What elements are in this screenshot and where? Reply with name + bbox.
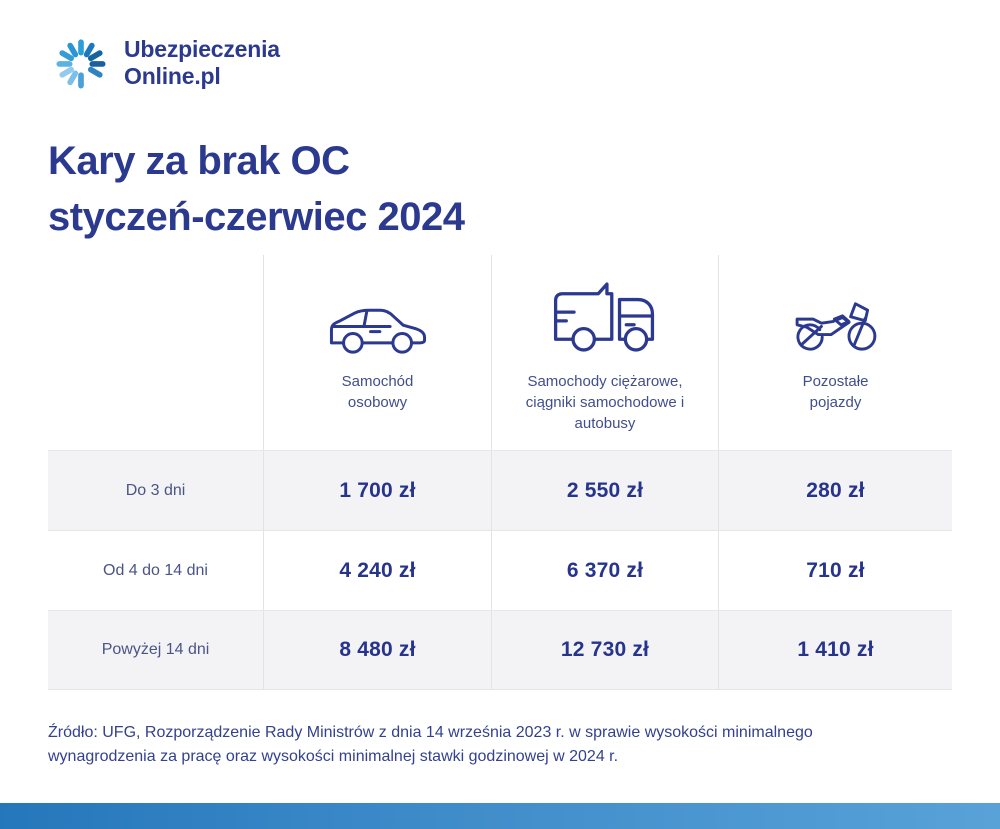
column-header-car: [263, 255, 491, 450]
value-cell: [263, 450, 491, 530]
penalty-value: 4 240 zł: [339, 558, 416, 582]
motorcycle-icon: [789, 273, 883, 355]
brand-logo: [52, 30, 280, 96]
row-label-text: Do 3 dni: [125, 481, 186, 499]
brand-name: [124, 36, 280, 90]
value-cell: [718, 530, 952, 610]
burst-icon: [52, 30, 110, 96]
penalty-value: 1 410 zł: [797, 638, 874, 661]
brand-name-line1: Ubezpieczenia: [124, 36, 280, 62]
value-cell: [718, 610, 952, 690]
column-header-motorcycle: [718, 255, 952, 450]
penalty-value: 710 zł: [806, 558, 865, 582]
penalty-value: 280 zł: [806, 478, 865, 502]
column-label-truck: Samochody ciężarowe, ciągniki samochodowe i autobusy: [525, 373, 685, 432]
footer-bar: [0, 803, 1000, 829]
penalty-value: 8 480 zł: [339, 638, 416, 661]
value-cell: [491, 610, 718, 690]
value-cell: [263, 530, 491, 610]
value-cell: [491, 450, 718, 530]
row-label-text: Od 4 do 14 dni: [103, 561, 208, 579]
column-label-car: Samochód osobowy: [341, 373, 414, 411]
source-note: Źródło: UFG, Rozporządzenie Rady Ministrów z dnia 14 września 2023 r. w sprawie wysokości minimalnego wynagrodzenia za pracę oraz wysokości minimalnej stawki godzinowej w 2024 r.: [48, 724, 813, 765]
column-label-motorcycle: Pozostałe pojazdy: [802, 373, 869, 411]
value-cell: [718, 450, 952, 530]
row-label-text: Powyżej 14 dni: [101, 641, 210, 658]
penalty-table: [48, 255, 952, 690]
brand-name-line2: Online.pl: [124, 63, 221, 89]
column-header-truck: [491, 255, 718, 450]
page-title: [48, 133, 464, 245]
row-label: [48, 610, 263, 690]
truck-icon: [544, 273, 666, 355]
row-label: [48, 450, 263, 530]
penalty-value: 6 370 zł: [566, 558, 644, 582]
value-cell: [263, 610, 491, 690]
car-icon: [324, 273, 432, 355]
header-spacer: [48, 255, 263, 450]
value-cell: [491, 530, 718, 610]
penalty-value: 2 550 zł: [566, 478, 644, 502]
penalty-value: 12 730 zł: [560, 638, 650, 661]
row-label: [48, 530, 263, 610]
page-title-line2: styczeń-czerwiec 2024: [48, 195, 465, 239]
penalty-value: 1 700 zł: [339, 478, 416, 502]
page-title-line1: Kary za brak OC: [48, 139, 350, 183]
